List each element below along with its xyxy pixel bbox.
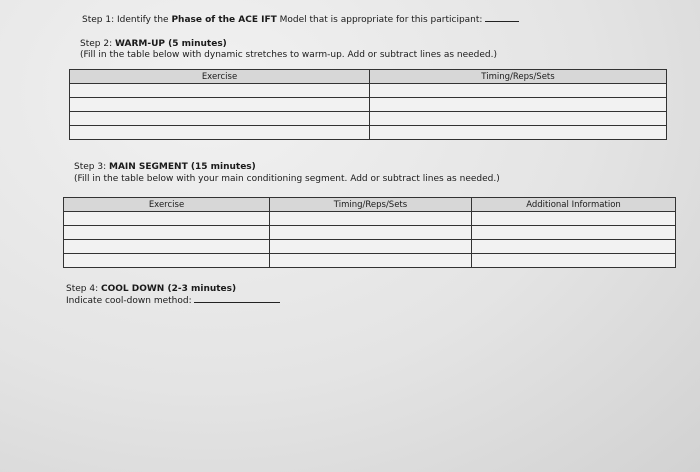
table-row (64, 254, 676, 268)
warmup-cell[interactable] (70, 112, 370, 126)
step1-prefix: Step 1: Identify the (82, 15, 172, 25)
step4-heading-bold: COOL DOWN (2-3 minutes) (100, 284, 237, 294)
main-cell[interactable] (270, 212, 472, 226)
main-segment-table (63, 197, 676, 268)
step3-heading (74, 161, 256, 173)
step2-heading-prefix: Step 2: (80, 39, 115, 49)
cool-down-method-blank[interactable] (194, 302, 280, 303)
step3-heading-bold: MAIN SEGMENT (15 minutes) (108, 162, 256, 172)
warmup-cell[interactable] (70, 126, 370, 140)
warmup-cell[interactable] (70, 84, 370, 98)
step2-instruction: (Fill in the table below with dynamic stretches to warm-up. Add or subtract lines as needed.) (80, 50, 498, 60)
main-cell[interactable] (270, 254, 472, 268)
step1-suffix: Model that is appropriate for this participant: (276, 15, 483, 25)
main-cell[interactable] (64, 226, 270, 240)
table-row (64, 240, 676, 254)
step4-heading (66, 283, 236, 295)
main-cell[interactable] (64, 212, 270, 226)
step2-heading-bold: WARM-UP (5 minutes) (114, 39, 227, 49)
warmup-cell[interactable] (370, 84, 667, 98)
main-cell[interactable] (472, 226, 676, 240)
warmup-cell[interactable] (370, 126, 667, 140)
warmup-cell[interactable] (70, 98, 370, 112)
warmup-cell[interactable] (370, 98, 667, 112)
warmup-cell[interactable] (370, 112, 667, 126)
main-header-row (64, 198, 676, 212)
step3-instruction: (Fill in the table below with your main conditioning segment. Add or subtract lines as needed.) (74, 174, 500, 184)
step1-bold: Phase of the ACE IFT (171, 15, 277, 25)
main-cell[interactable] (472, 254, 676, 268)
table-row (70, 112, 667, 126)
main-header-exercise: Exercise (64, 198, 270, 212)
step1-line (82, 14, 519, 26)
warmup-header-exercise: Exercise (70, 70, 370, 84)
main-header-timing: Timing/Reps/Sets (270, 198, 472, 212)
main-header-additional-info: Additional Information (472, 198, 676, 212)
step4-instruction-line (66, 295, 280, 307)
warmup-header-timing: Timing/Reps/Sets (370, 70, 667, 84)
table-row (64, 212, 676, 226)
step4-instruction: Indicate cool-down method: (66, 296, 192, 306)
warmup-header-row (70, 70, 667, 84)
main-cell[interactable] (270, 226, 472, 240)
table-row (70, 126, 667, 140)
main-cell[interactable] (472, 240, 676, 254)
table-row (70, 84, 667, 98)
main-cell[interactable] (64, 240, 270, 254)
table-row (64, 226, 676, 240)
main-cell[interactable] (64, 254, 270, 268)
step4-heading-prefix: Step 4: (66, 284, 101, 294)
phase-answer-blank[interactable] (485, 21, 519, 22)
step3-heading-prefix: Step 3: (74, 162, 109, 172)
main-cell[interactable] (270, 240, 472, 254)
table-row (70, 98, 667, 112)
warmup-table (69, 69, 667, 140)
main-cell[interactable] (472, 212, 676, 226)
